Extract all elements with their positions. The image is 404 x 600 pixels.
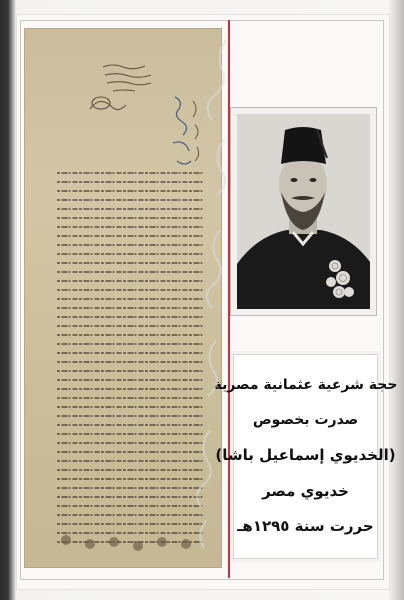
caption-line-1: حجة شرعية عثمانية مصرية — [213, 377, 398, 394]
manuscript-document — [25, 29, 221, 567]
divider-line — [228, 20, 230, 578]
portrait-photo — [231, 108, 376, 315]
portrait-image — [237, 114, 370, 309]
caption-line-5: حررت سنة ١٢٩٥هـ — [237, 517, 374, 535]
caption-card — [213, 354, 398, 559]
seal-mark — [85, 539, 95, 549]
margin-annotation — [167, 91, 207, 181]
seal-mark — [181, 539, 191, 549]
caption-line-2: صدرت بخصوص — [252, 411, 359, 428]
header-stamp — [85, 59, 170, 119]
seal-mark — [109, 537, 119, 547]
seal-mark — [61, 535, 71, 545]
caption-line-4: خديوي مصر — [262, 481, 349, 500]
seal-mark — [133, 541, 143, 551]
manuscript-text-block — [55, 169, 205, 549]
seal-mark — [157, 537, 167, 547]
caption-line-3: (الخديوي إسماعيل باشا) — [215, 446, 396, 465]
